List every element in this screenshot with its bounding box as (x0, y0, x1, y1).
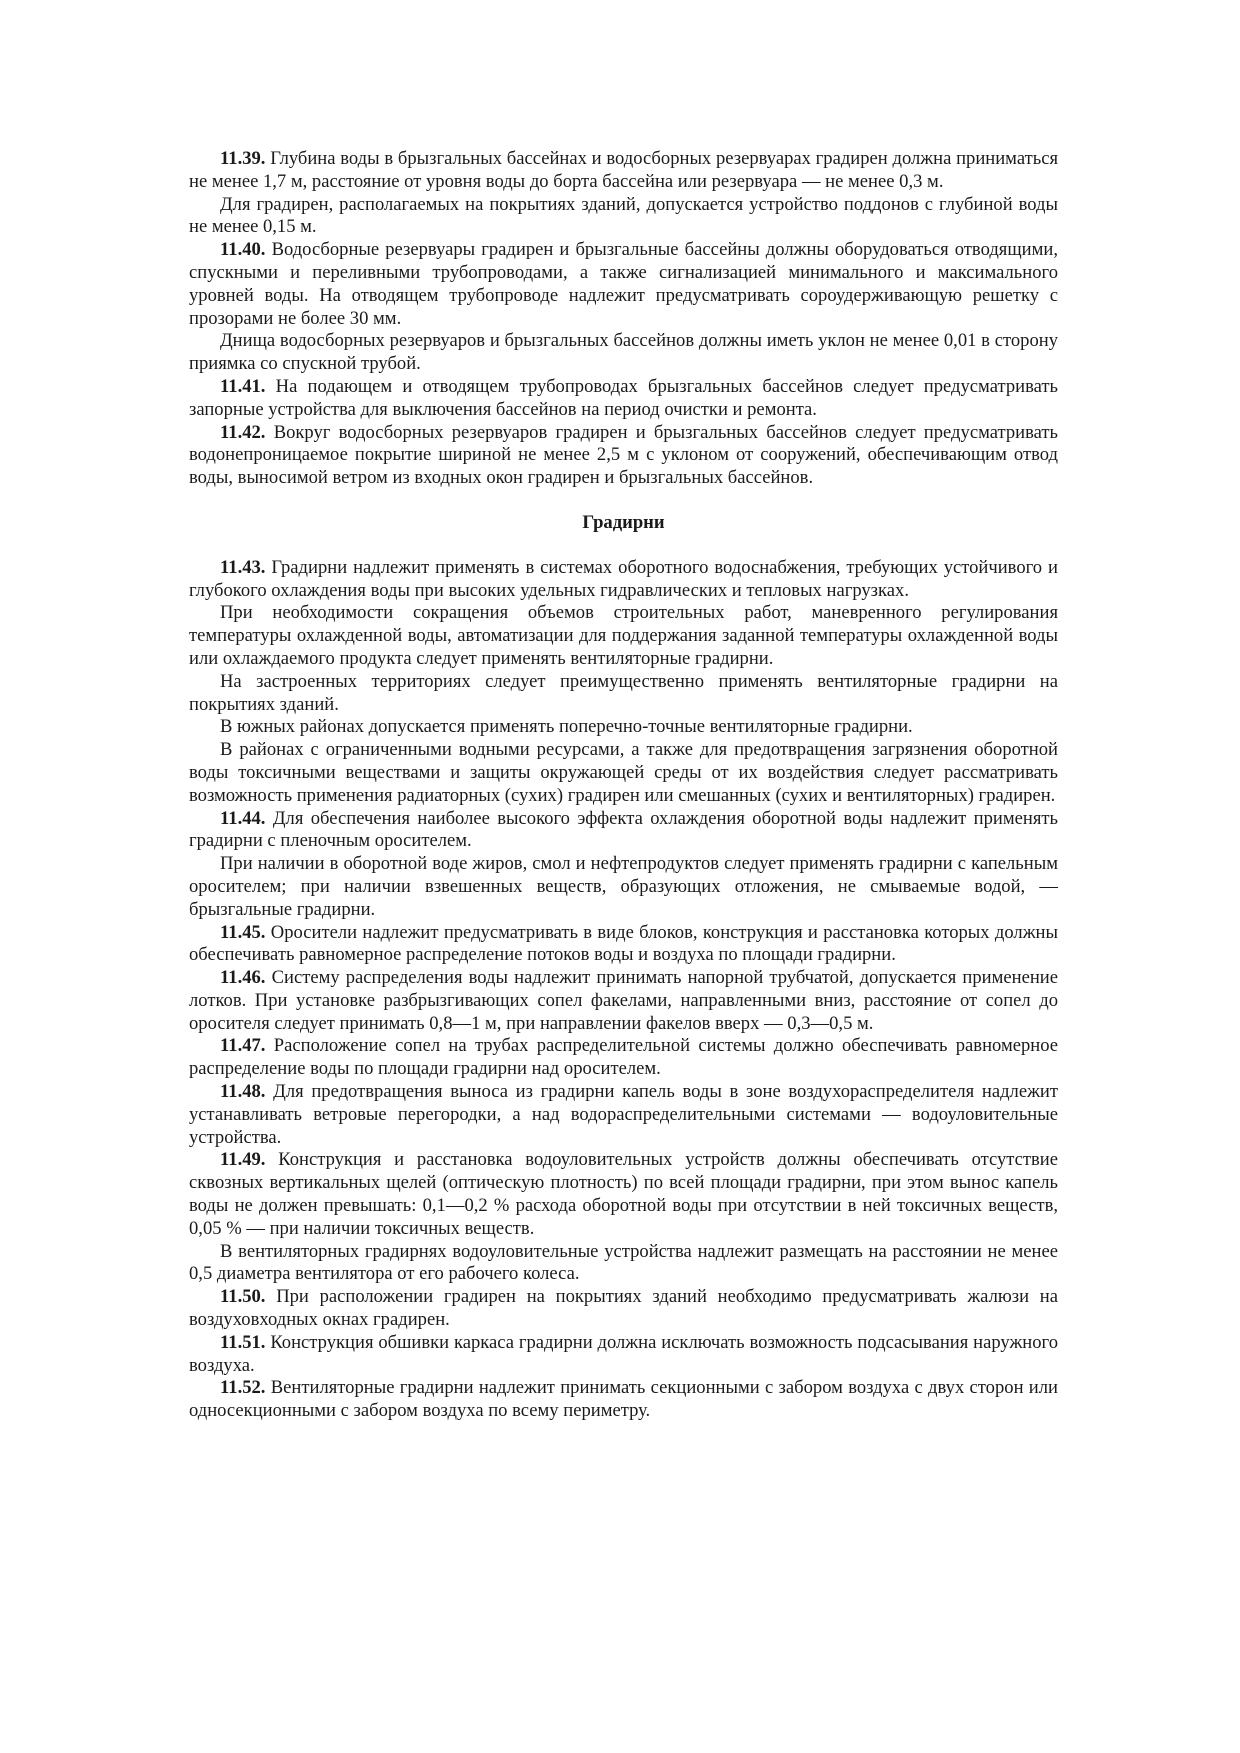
clause-paragraph (189, 808, 1058, 854)
clause-number: 11.39. (220, 148, 266, 169)
clause-number: 11.48. (220, 1081, 266, 1103)
clause-number: 11.45. (220, 921, 266, 943)
paragraph-text: Водосборные резервуары градирен и брызгальные бассейны должны оборудоваться отводящими, спускными и переливными трубопроводами, а также сигнализацией минимального и максимального уровней воды. На отводящем трубопроводе надлежит предусматривать сороудерживающую решетку с прозорами не более 30 мм. (189, 239, 1058, 329)
clause-paragraph (189, 239, 1058, 330)
clause-number: 11.50. (220, 1286, 266, 1308)
clause-paragraph (189, 376, 1058, 422)
clause-paragraph (189, 1149, 1058, 1240)
paragraph-text: При необходимости сокращения объемов строительных работ, маневренного регулирования температуры охлажденной воды, автоматизации для поддержания заданной температуры охлажденной воды или охлаждаемого продукта следует применять вентиляторные градирни. (189, 602, 1058, 669)
paragraph-text: При расположении градирен на покрытиях зданий необходимо предусматривать жалюзи на воздуховходных окнах градирен. (189, 1286, 1058, 1331)
clause-paragraph (189, 1081, 1058, 1149)
paragraph-text: Систему распределения воды надлежит принимать напорной трубчатой, допускается применение лотков. При установке разбрызгивающих сопел факелами, направленными вниз, расстояние от сопел до оросителя следует принимать 0,8—1 м, при направлении факелов вверх — 0,3—0,5 м. (189, 967, 1058, 1034)
clause-paragraph (189, 922, 1058, 968)
paragraph (189, 330, 1058, 376)
paragraph (189, 671, 1058, 717)
paragraph-text: Градирни надлежит применять в системах оборотного водоснабжения, требующих устойчивого и глубокого охлаждения воды при высоких удельных гидравлических и тепловых нагрузках. (189, 556, 1058, 601)
clause-number: 11.46. (220, 967, 266, 989)
paragraph-text: В южных районах допускается применять поперечно-точные вентиляторные градирни. (220, 716, 913, 738)
clause-paragraph (189, 1286, 1058, 1332)
clause-number: 11.51. (220, 1331, 266, 1353)
paragraph-text: В вентиляторных градирнях водоуловительные устройства надлежит размещать на расстоянии не менее 0,5 диаметра вентилятора от его рабочего колеса. (189, 1240, 1058, 1285)
paragraph-text: Днища водосборных резервуаров и брызгальных бассейнов должны иметь уклон не менее 0,01 в сторону приямка со спускной трубой. (189, 330, 1058, 375)
section-basins (189, 148, 1058, 490)
clause-paragraph (189, 1332, 1058, 1378)
clause-paragraph (189, 1377, 1058, 1423)
paragraph-text: Для предотвращения выноса из градирни капель воды в зоне воздухораспределителя надлежит устанавливать ветровые перегородки, а над водораспределительными системами — водоуловительные устройства. (189, 1081, 1058, 1148)
clause-paragraph (189, 422, 1058, 490)
paragraph-text: При наличии в оборотной воде жиров, смол и нефтепродуктов следует применять градирни с капельным оросителем; при наличии взвешенных веществ, образующих отложения, не смываемые водой, — брызгальные градирни. (189, 853, 1058, 920)
clause-number: 11.47. (220, 1035, 266, 1057)
paragraph-text: Для обеспечения наиболее высокого эффекта охлаждения оборотной воды надлежит применять градирни с пленочным оросителем. (189, 807, 1058, 852)
paragraph-text: Глубина воды в брызгальных бассейнах и водосборных резервуарах градирен должна приниматься не менее 1,7 м, расстояние от уровня воды до борта бассейна или резервуара — не менее 0,3 м. (189, 148, 1058, 192)
clause-paragraph (189, 148, 1058, 194)
paragraph (189, 716, 1058, 739)
paragraph-text: В районах с ограниченными водными ресурсами, а также для предотвращения загрязнения оборотной воды токсичными веществами и защиты окружающей среды от их воздействия следует рассматривать возможность применения радиаторных (сухих) градирен или смешанных (сухих и вентиляторных) градирен. (189, 739, 1058, 806)
paragraph-text: Оросители надлежит предусматривать в виде блоков, конструкция и расстановка которых должны обеспечивать равномерное распределение потоков воды и воздуха по площади градирни. (189, 921, 1058, 966)
paragraph-text: Расположение сопел на трубах распределительной системы должно обеспечивать равномерное распределение воды по площади градирни над оросителем. (189, 1035, 1059, 1080)
paragraph-text: На подающем и отводящем трубопроводах брызгальных бассейнов следует предусматривать запорные устройства для выключения бассейнов на период очистки и ремонта. (189, 375, 1058, 420)
paragraph-text: Конструкция и расстановка водоуловительных устройств должны обеспечивать отсутствие сквозных вертикальных щелей (оптическую плотность) по всей площади градирни, при этом вынос капель воды не должен превышать: 0,1—0,2 % расхода оборотной воды при отсутствии в ней токсичных веществ, 0,05 % — при наличии токсичных веществ. (189, 1149, 1058, 1239)
paragraph (189, 1241, 1058, 1287)
paragraph (189, 194, 1058, 240)
section-heading: Градирни (582, 511, 665, 533)
clause-number: 11.44. (220, 807, 266, 829)
paragraph-text: Конструкция обшивки каркаса градирни должна исключать возможность подсасывания наружного воздуха. (189, 1331, 1058, 1376)
paragraph (189, 853, 1058, 921)
paragraph-text: На застроенных территориях следует преимущественно применять вентиляторные градирни на покрытиях зданий. (189, 670, 1058, 715)
clause-number: 11.43. (220, 556, 266, 578)
paragraph (189, 739, 1058, 807)
clause-paragraph (189, 1035, 1058, 1081)
clause-number: 11.40. (220, 239, 266, 261)
paragraph-text: Вокруг водосборных резервуаров градирен и брызгальных бассейнов следует предусматривать водонепроницаемое покрытие шириной не менее 2,5 м с уклоном от сооружений, обеспечивающим отвод воды, выносимой ветром из входных окон градирен и брызгальных бассейнов. (189, 421, 1058, 489)
clause-number: 11.41. (220, 375, 266, 397)
clause-number: 11.52. (220, 1377, 266, 1399)
clause-paragraph (189, 967, 1058, 1035)
document-page (189, 148, 1058, 1423)
clause-number: 11.42. (220, 421, 266, 443)
clause-number: 11.49. (220, 1149, 266, 1171)
section-cooling-towers (189, 557, 1058, 1423)
paragraph-text: Вентиляторные градирни надлежит принимать секционными с забором воздуха с двух сторон или односекционными с забором воздуха по всему периметру. (189, 1377, 1058, 1422)
paragraph-text: Для градирен, располагаемых на покрытиях зданий, допускается устройство поддонов с глубиной воды не менее 0,15 м. (189, 193, 1058, 238)
clause-paragraph (189, 557, 1058, 603)
paragraph (189, 602, 1058, 670)
